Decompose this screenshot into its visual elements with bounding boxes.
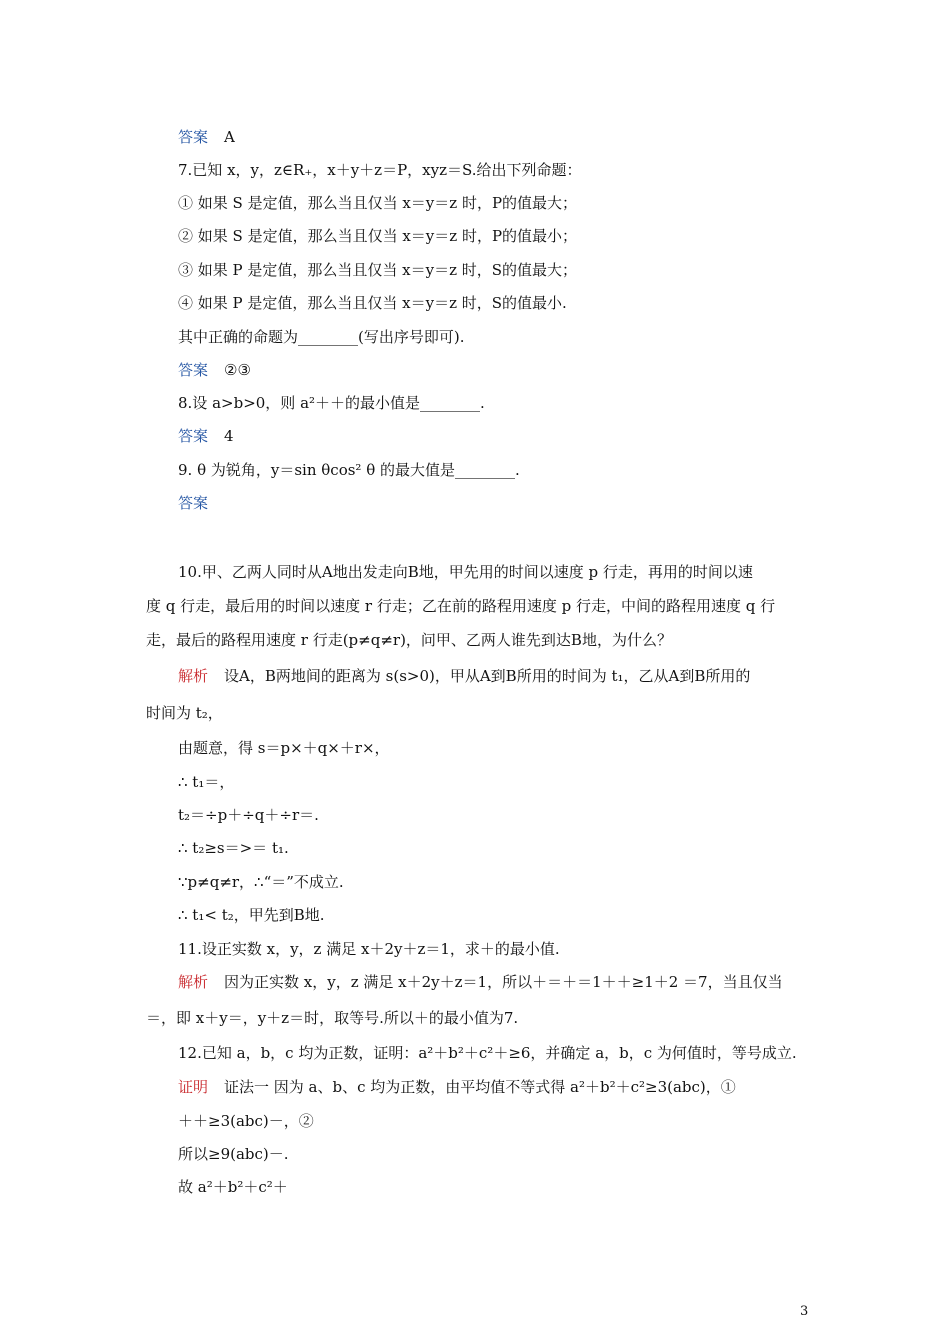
answer-line-6 — [178, 127, 235, 147]
question-12: 12.已知 a，b，c 均为正数，证明：a²＋b²＋c²＋≥6，并确定 a，b，c 为何值时，等号成立. — [178, 1044, 797, 1062]
analysis-label: 解析 — [178, 973, 209, 991]
proof-12-line-2: ＋＋≥3(abc)－，② — [178, 1112, 314, 1130]
analysis-10-line-8: ∴ t₁< t₂，甲先到B地. — [178, 906, 325, 924]
answer-label: 答案 — [178, 361, 209, 379]
proof-12-line-3: 所以≥9(abc)－. — [178, 1145, 289, 1163]
answer-label: 答案 — [178, 128, 209, 146]
proposition-4: ④ 如果 P 是定值，那么当且仅当 x＝y＝z 时，S的值最小. — [178, 294, 567, 312]
answer-label: 答案 — [178, 494, 209, 512]
question-11: 11.设正实数 x，y，z 满足 x＋2y＋z＝1，求＋的最小值. — [178, 940, 560, 958]
question-7-prompt: 其中正确的命题为________(写出序号即可). — [178, 328, 465, 346]
analysis-10-line-7: ∵p≠q≠r，∴“＝”不成立. — [178, 873, 344, 891]
analysis-text: 设A，B两地间的距离为 s(s>0)，甲从A到B所用的时间为 t₁，乙从A到B所用的 — [224, 667, 751, 685]
proof-12-line-1 — [178, 1077, 736, 1097]
analysis-10-line-5: t₂＝÷p＋÷q＋÷r＝. — [178, 806, 319, 824]
proposition-2: ② 如果 S 是定值，那么当且仅当 x＝y＝z 时，P的值最小； — [178, 227, 578, 245]
answer-line-9 — [178, 493, 224, 513]
answer-text: ②③ — [224, 361, 251, 379]
proof-text: 证法一 因为 a、b、c 均为正数，由平均值不等式得 a²＋b²＋c²≥3(abc)，① — [224, 1078, 736, 1096]
answer-text: A — [224, 128, 235, 146]
proposition-3: ③ 如果 P 是定值，那么当且仅当 x＝y＝z 时，S的值最大； — [178, 261, 578, 279]
page-number: 3 — [800, 1304, 809, 1319]
question-10-line-3: 走，最后的路程用速度 r 行走(p≠q≠r)，问甲、乙两人谁先到达B地，为什么？ — [146, 631, 672, 649]
question-10-line-2: 度 q 行走，最后用的时间以速度 r 行走；乙在前的路程用速度 p 行走，中间的路程用速度 q 行 — [146, 597, 776, 615]
analysis-10-line-2: 时间为 t₂， — [146, 704, 223, 722]
answer-label: 答案 — [178, 427, 209, 445]
question-7: 7.已知 x，y，z∈R₊，x＋y＋z＝P，xyz＝S.给出下列命题： — [178, 161, 582, 179]
analysis-10-line-1 — [178, 666, 750, 686]
analysis-text: 因为正实数 x，y，z 满足 x＋2y＋z＝1，所以＋＝＋＝1＋＋≥1＋2 ＝7，当且仅当 — [224, 973, 783, 991]
analysis-10-line-6: ∴ t₂≥s＝>＝ t₁. — [178, 839, 289, 857]
proof-label: 证明 — [178, 1078, 209, 1096]
answer-line-8 — [178, 426, 234, 446]
proposition-1: ① 如果 S 是定值，那么当且仅当 x＝y＝z 时，P的值最大； — [178, 194, 578, 212]
proof-12-line-4: 故 a²＋b²＋c²＋ — [178, 1178, 288, 1196]
question-9: 9. θ 为锐角，y＝sin θcos² θ 的最大值是________. — [178, 461, 520, 479]
analysis-10-line-3: 由题意，得 s＝p×＋q×＋r×， — [178, 739, 390, 757]
analysis-11-line-2: ＝，即 x＋y＝，y＋z＝时，取等号.所以＋的最小值为7. — [146, 1009, 519, 1027]
answer-line-7 — [178, 360, 251, 380]
question-10-line-1: 10.甲、乙两人同时从A地出发走向B地，甲先用的时间以速度 p 行走，再用的时间以速 — [178, 563, 753, 581]
question-8: 8.设 a>b>0，则 a²＋＋的最小值是________. — [178, 394, 485, 412]
analysis-label: 解析 — [178, 667, 209, 685]
analysis-11-line-1 — [178, 972, 783, 992]
answer-text: 4 — [224, 427, 234, 445]
analysis-10-line-4: ∴ t₁＝， — [178, 773, 235, 791]
